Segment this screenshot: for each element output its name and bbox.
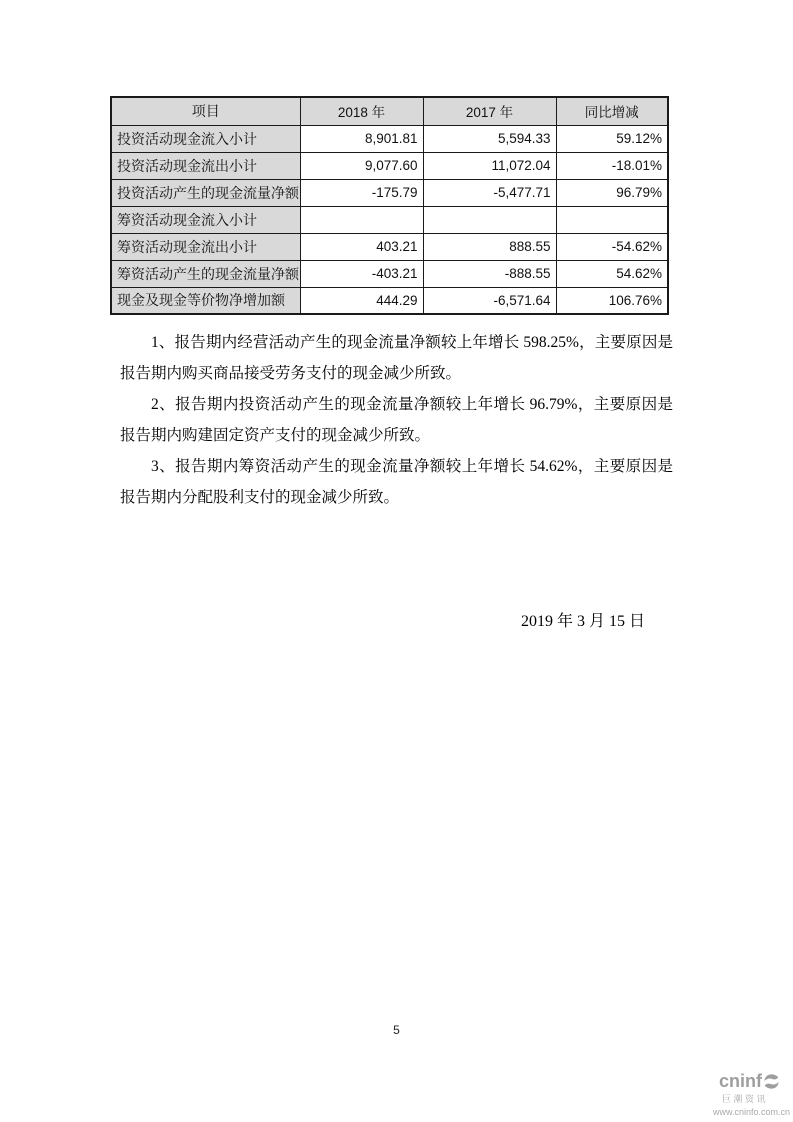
- row-label: 现金及现金等价物净增加额: [111, 287, 300, 314]
- row-label: 筹资活动现金流出小计: [111, 233, 300, 260]
- logo-brand-row: [708, 1072, 790, 1090]
- value-2018: -175.79: [300, 179, 423, 206]
- value-2017: [423, 206, 556, 233]
- value-yoy: 54.62%: [556, 260, 668, 287]
- row-label: 投资活动产生的现金流量净额: [111, 179, 300, 206]
- table-row: [111, 287, 668, 314]
- row-label: 筹资活动现金流入小计: [111, 206, 300, 233]
- value-2017: 5,594.33: [423, 125, 556, 152]
- value-2018: -403.21: [300, 260, 423, 287]
- body-paragraphs: [120, 327, 673, 513]
- value-2017: 11,072.04: [423, 152, 556, 179]
- header-2018: 2018 年: [300, 97, 423, 125]
- value-2018: 9,077.60: [300, 152, 423, 179]
- report-date: 2019 年 3 月 15 日: [520, 613, 645, 630]
- paragraph-1: 1、报告期内经营活动产生的现金流量净额较上年增长 598.25%，主要原因是报告期内购买商品接受劳务支付的现金减少所致。: [120, 334, 673, 382]
- row-label: 投资活动现金流出小计: [111, 152, 300, 179]
- value-yoy: [556, 206, 668, 233]
- value-2017: -888.55: [423, 260, 556, 287]
- table-row: [111, 179, 668, 206]
- value-2018: 444.29: [300, 287, 423, 314]
- value-2017: 888.55: [423, 233, 556, 260]
- logo-caption: 巨潮资讯: [721, 1094, 768, 1104]
- row-label: 投资活动现金流入小计: [111, 125, 300, 152]
- value-yoy: 59.12%: [556, 125, 668, 152]
- table-row: [111, 125, 668, 152]
- table-row: [111, 260, 668, 287]
- paragraph-3: 3、报告期内筹资活动产生的现金流量净额较上年增长 54.62%，主要原因是报告期内分配股利支付的现金减少所致。: [120, 458, 673, 506]
- value-yoy: -54.62%: [556, 233, 668, 260]
- table-row: [111, 206, 668, 233]
- value-2018: 8,901.81: [300, 125, 423, 152]
- page-number: 5: [393, 1023, 400, 1037]
- logo-brand-text: cninf: [719, 1071, 762, 1091]
- value-2018: 403.21: [300, 233, 423, 260]
- table-row: [111, 233, 668, 260]
- paragraph-2: 2、报告期内投资活动产生的现金流量净额较上年增长 96.79%，主要原因是报告期内购建固定资产支付的现金减少所致。: [120, 396, 673, 444]
- logo-url: www.cninfo.com.cn: [712, 1107, 790, 1117]
- value-yoy: -18.01%: [556, 152, 668, 179]
- value-2017: -5,477.71: [423, 179, 556, 206]
- header-item: 项目: [111, 97, 300, 125]
- header-yoy: 同比增减: [556, 97, 668, 125]
- cninfo-swirl-icon: [763, 1073, 780, 1090]
- value-2017: -6,571.64: [423, 287, 556, 314]
- table-row: [111, 152, 668, 179]
- value-yoy: 96.79%: [556, 179, 668, 206]
- footer-logo: [708, 1072, 790, 1117]
- cash-flow-table: [110, 96, 669, 315]
- value-2018: [300, 206, 423, 233]
- table-header-row: [111, 97, 668, 125]
- value-yoy: 106.76%: [556, 287, 668, 314]
- row-label: 筹资活动产生的现金流量净额: [111, 260, 300, 287]
- header-2017: 2017 年: [423, 97, 556, 125]
